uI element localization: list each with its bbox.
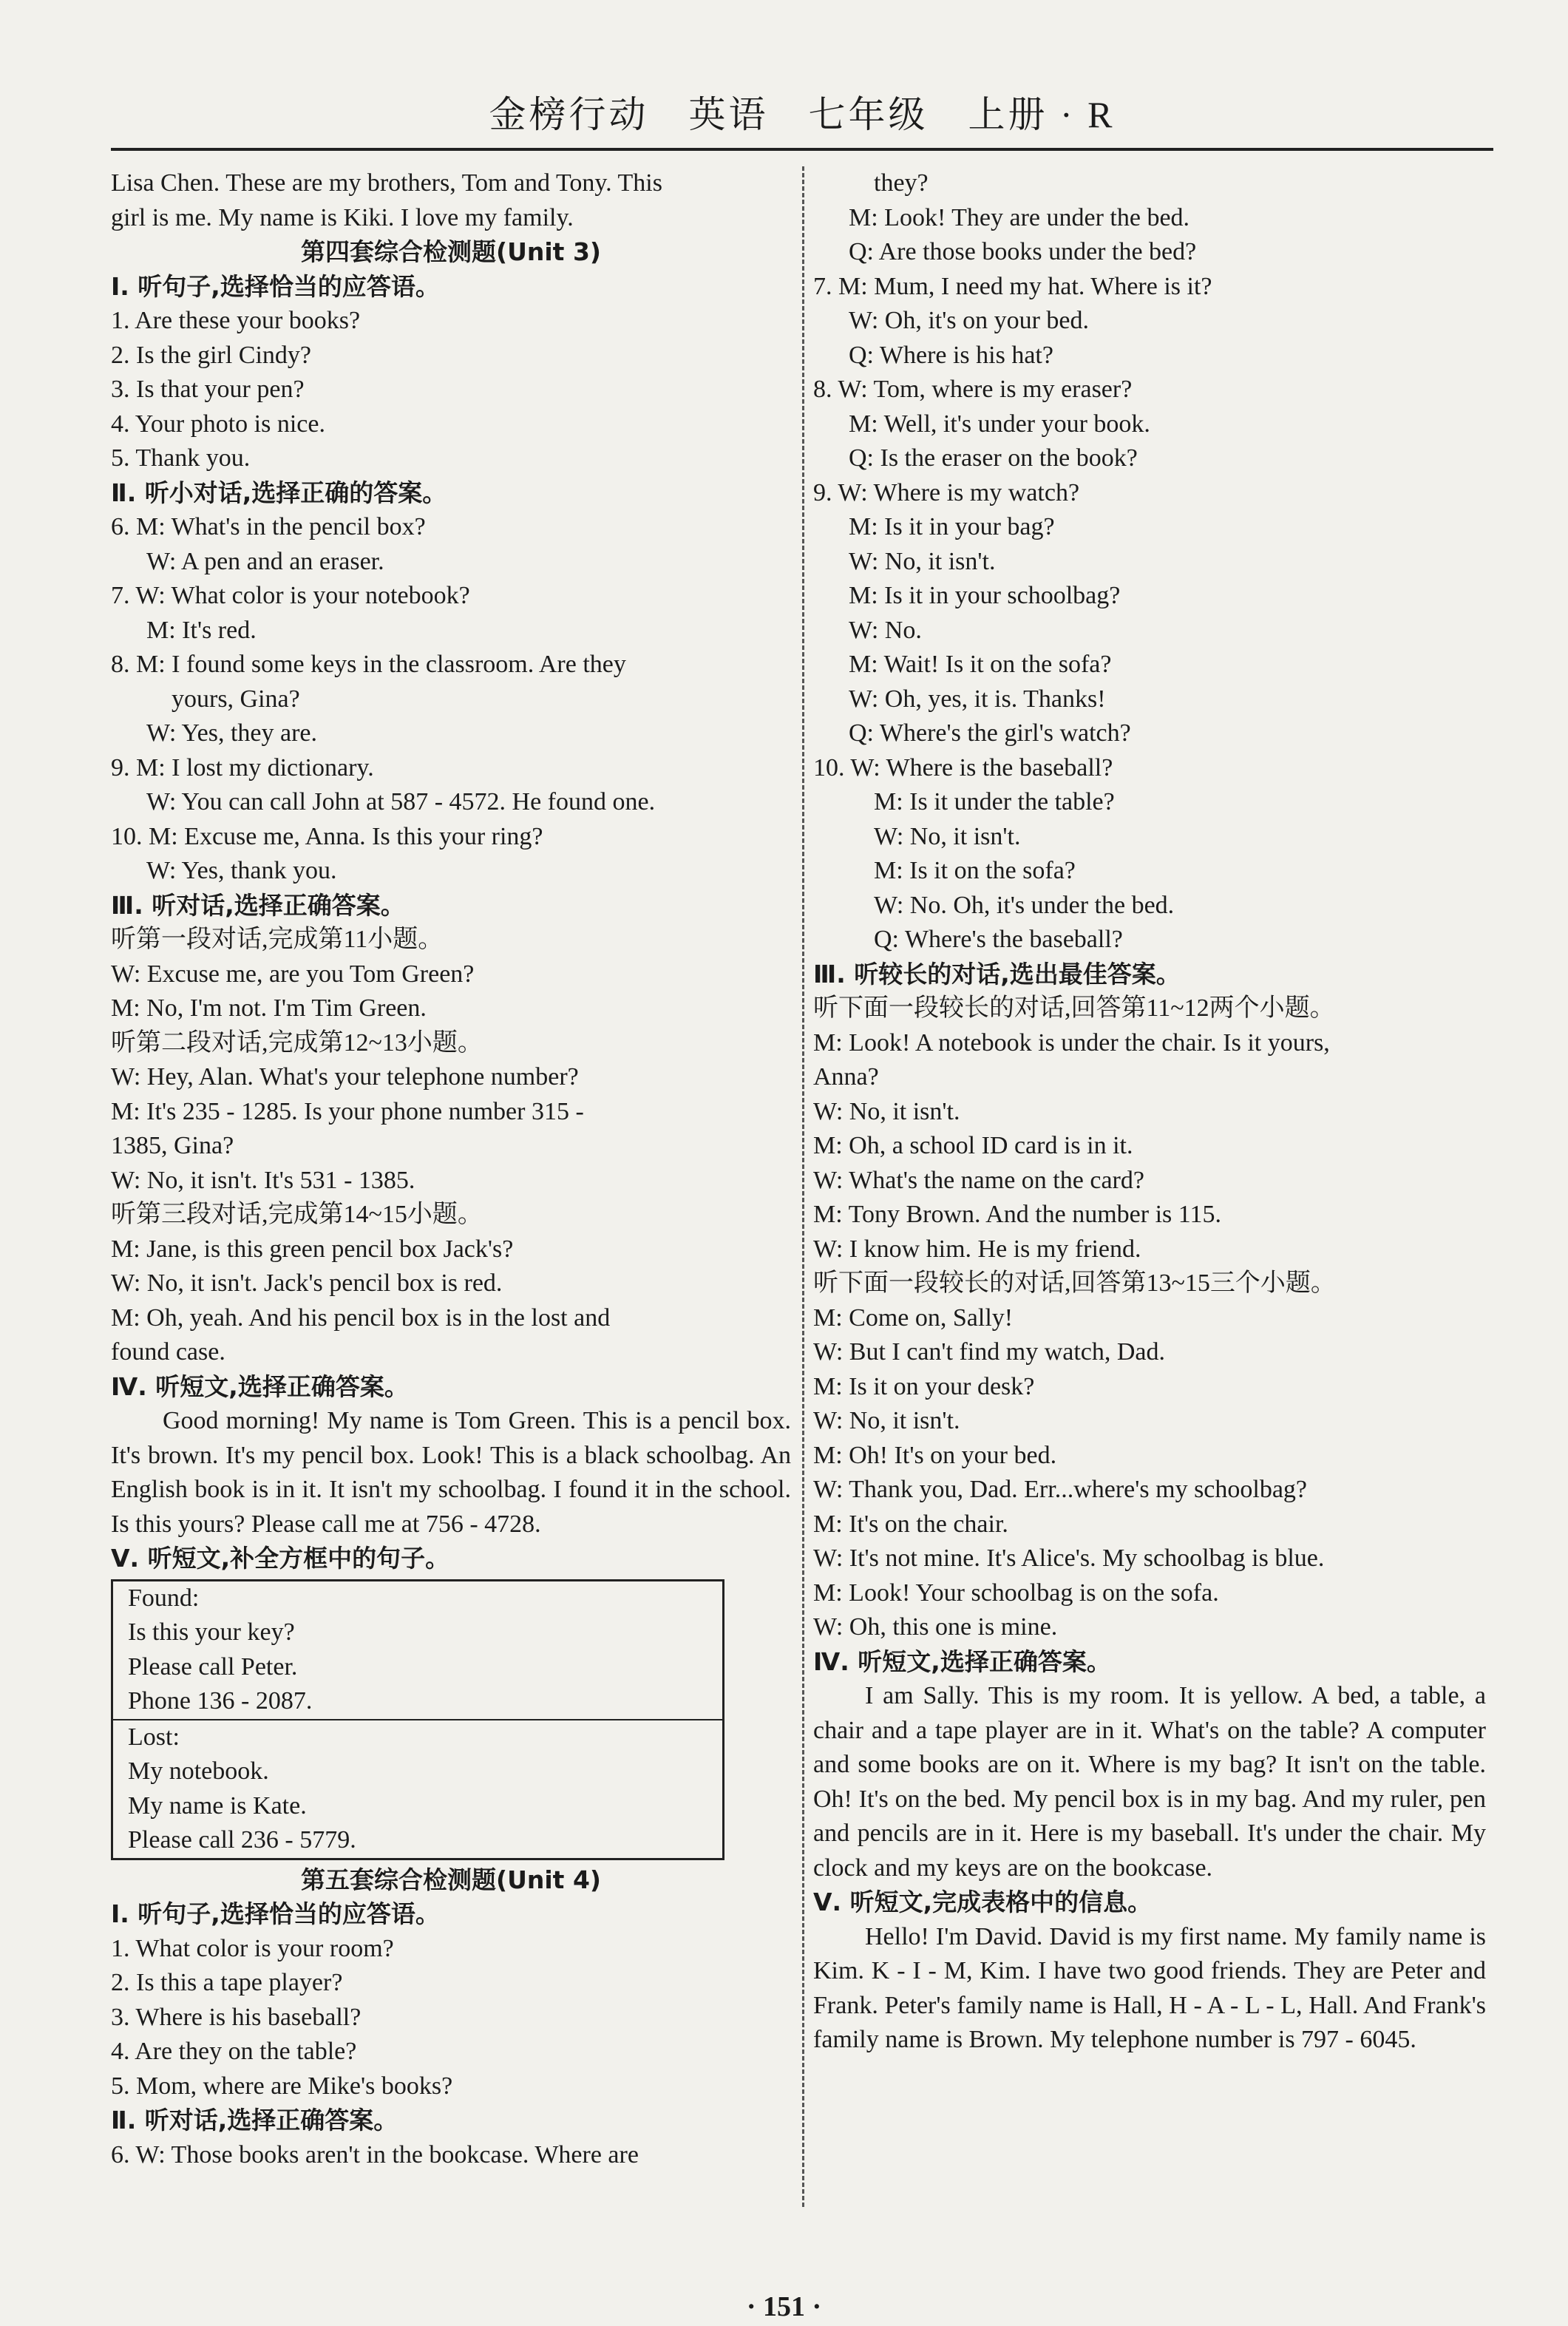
text-line: M: Is it under the table?: [874, 788, 1115, 816]
notice-box: [111, 1579, 724, 1860]
text-line: W: Oh, yes, it is. Thanks!: [849, 685, 1106, 713]
text-line: 4. Are they on the table?: [111, 2038, 357, 2065]
text-line: 7. M: Mum, I need my hat. Where is it?: [813, 272, 1212, 300]
section-heading: Ⅴ. 听短文,完成表格中的信息。: [813, 1888, 1153, 1916]
unit4-title: 第五套综合检测题(Unit 4): [301, 1865, 601, 1894]
text-line: M: Oh, a school ID card is in it.: [813, 1132, 1133, 1159]
text-line: W: Oh, it's on your bed.: [849, 307, 1089, 334]
text-line: W: Excuse me, are you Tom Green?: [111, 960, 475, 988]
text-line: 9. W: Where is my watch?: [813, 478, 1080, 506]
text-line: Please call 236 - 5779.: [128, 1826, 356, 1854]
text-line: W: No, it isn't.: [849, 547, 996, 575]
text-line: M: No, I'm not. I'm Tim Green.: [111, 994, 427, 1022]
dialogue-list: [111, 923, 791, 1370]
text-line: Please call Peter.: [128, 1652, 298, 1681]
passage: Good morning! My name is Tom Green. This is a pencil box. It's brown. It's my pencil box. Look! This is a black schoolbag. An English book is in it. It isn't my schoolbag. I found it in the school. Is this yours? Please call me at 756 - 4728.: [111, 1407, 791, 1538]
section-heading: Ⅱ. 听小对话,选择正确的答案。: [111, 478, 447, 507]
text-line: girl is me. My name is Kiki. I love my family.: [111, 203, 574, 231]
page-header: 金榜行动 英语 七年级 上册 · R: [111, 81, 1493, 151]
section-heading: Ⅴ. 听短文,补全方框中的句子。: [111, 1544, 450, 1573]
right-column: [813, 166, 1486, 2058]
text-line: M: Look! They are under the bed.: [849, 203, 1190, 231]
page-number: · 151 ·: [746, 2291, 822, 2322]
text-line: Q: Where is his hat?: [849, 341, 1053, 369]
text-line: 1. Are these your books?: [111, 307, 361, 334]
text-line: M: Look! A notebook is under the chair. Is it yours,: [813, 1028, 1330, 1057]
text-line: W: A pen and an eraser.: [146, 547, 384, 575]
text-line: 8. W: Tom, where is my eraser?: [813, 376, 1133, 403]
text-line: W: Yes, thank you.: [146, 857, 337, 884]
text-line: W: No, it isn't.: [813, 1097, 960, 1125]
text-line: 6. M: What's in the pencil box?: [111, 513, 426, 540]
section-heading: Ⅱ. 听对话,选择正确答案。: [111, 2106, 398, 2135]
text-line: M: Look! Your schoolbag is on the sofa.: [813, 1579, 1219, 1607]
dialogue-list: [111, 510, 791, 889]
text-line: 听第三段对话,完成第14~15小题。: [111, 1201, 483, 1228]
text-line: M: It's red.: [146, 616, 257, 644]
text-line: 听第二段对话,完成第12~13小题。: [111, 1028, 483, 1057]
text-line: 8. M: I found some keys in the classroom. Are they: [111, 651, 626, 678]
text-line: My name is Kate.: [128, 1791, 307, 1820]
dialogue-list: [813, 991, 1486, 1645]
section-heading: Ⅲ. 听较长的对话,选出最佳答案。: [813, 959, 1181, 989]
section-heading: Ⅳ. 听短文,选择正确答案。: [813, 1647, 1111, 1676]
text-line: W: No, it isn't. Jack's pencil box is red.: [111, 1269, 503, 1297]
text-line: M: Come on, Sally!: [813, 1303, 1014, 1332]
text-line: they?: [874, 169, 929, 197]
text-line: 3. Where is his baseball?: [111, 2003, 362, 2031]
text-line: Anna?: [813, 1063, 879, 1091]
text-line: W: No, it isn't. It's 531 - 1385.: [111, 1166, 415, 1194]
text-line: M: Is it in your bag?: [849, 513, 1055, 540]
text-line: 10. W: Where is the baseball?: [813, 753, 1113, 781]
text-line: W: You can call John at 587 - 4572. He found one.: [146, 788, 656, 816]
text-line: W: No. Oh, it's under the bed.: [874, 891, 1175, 919]
text-line: W: But I can't find my watch, Dad.: [813, 1338, 1166, 1366]
column-divider: [802, 166, 804, 2207]
text-line: 听第一段对话,完成第11小题。: [111, 926, 444, 953]
text-line: M: Tony Brown. And the number is 115.: [813, 1201, 1222, 1228]
text-line: 9. M: I lost my dictionary.: [111, 753, 374, 781]
text-line: Is this your key?: [128, 1618, 295, 1646]
dialogue-list: [813, 166, 1486, 957]
text-line: 2. Is this a tape player?: [111, 1969, 343, 1996]
text-line: W: No, it isn't.: [874, 822, 1021, 850]
text-line: M: Is it on your desk?: [813, 1372, 1035, 1400]
text-line: W: No, it isn't.: [813, 1407, 960, 1434]
text-line: M: It's 235 - 1285. Is your phone number 315 -: [111, 1097, 584, 1125]
section-heading: Ⅰ. 听句子,选择恰当的应答语。: [111, 1899, 440, 1928]
text-line: M: Oh! It's on your bed.: [813, 1441, 1057, 1469]
text-line: W: I know him. He is my friend.: [813, 1235, 1141, 1263]
text-line: M: Jane, is this green pencil box Jack's?: [111, 1235, 514, 1263]
text-line: 1. What color is your room?: [111, 1934, 394, 1962]
text-line: 听下面一段较长的对话,回答第13~15三个小题。: [813, 1269, 1336, 1297]
text-line: W: Yes, they are.: [146, 719, 318, 747]
intro-text: [111, 166, 791, 235]
found-notice: [113, 1581, 722, 1719]
text-line: W: Hey, Alan. What's your telephone number?: [111, 1063, 579, 1091]
text-line: 5. Thank you.: [111, 444, 251, 472]
text-line: M: Well, it's under your book.: [849, 410, 1150, 438]
text-line: Q: Are those books under the bed?: [849, 238, 1197, 265]
text-line: M: It's on the chair.: [813, 1510, 1008, 1538]
question-list: [111, 1932, 791, 2104]
text-line: M: Is it on the sofa?: [874, 857, 1076, 884]
unit3-title: 第四套综合检测题(Unit 3): [301, 237, 601, 266]
text-line: M: Is it in your schoolbag?: [849, 582, 1121, 609]
text-line: 10. M: Excuse me, Anna. Is this your ring?: [111, 822, 543, 850]
text-line: W: Thank you, Dad. Err...where's my schoolbag?: [813, 1476, 1308, 1503]
text-line: Lost:: [128, 1723, 180, 1751]
section-heading: Ⅲ. 听对话,选择正确答案。: [111, 890, 405, 920]
passage: Hello! I'm David. David is my first name. My family name is Kim. K - I - M, Kim. I have two good friends. They are Peter and Frank. Peter's family name is Hall, H - A - L - L, Hall. And Frank's family name is Brown. My telephone number is 797 - 6045.: [813, 1922, 1486, 2053]
passage: I am Sally. This is my room. It is yellow. A bed, a table, a chair and a tape player are in it. What's on the table? A computer and some books are on it. Where is my bag? It isn't on the table. Oh! It's on the bed. My pencil box is in my bag. And my ruler, pen and pencils are in it. Here is my baseball. It's under the chair. My clock and my keys are on the bookcase.: [813, 1682, 1486, 1882]
dialogue-line: 6. W: Those books aren't in the bookcase. Where are: [111, 2140, 639, 2169]
text-line: 5. Mom, where are Mike's books?: [111, 2072, 453, 2100]
text-line: W: No.: [849, 616, 922, 644]
text-line: found case.: [111, 1338, 225, 1366]
text-line: 1385, Gina?: [111, 1132, 234, 1159]
section-heading: Ⅳ. 听短文,选择正确答案。: [111, 1371, 409, 1401]
section-heading: Ⅰ. 听句子,选择恰当的应答语。: [111, 271, 440, 301]
text-line: 听下面一段较长的对话,回答第11~12两个小题。: [813, 994, 1335, 1022]
text-line: M: Wait! Is it on the sofa?: [849, 651, 1112, 678]
question-list: [111, 304, 791, 476]
text-line: W: It's not mine. It's Alice's. My schoolbag is blue.: [813, 1545, 1325, 1572]
text-line: M: Oh, yeah. And his pencil box is in the lost and: [111, 1303, 611, 1332]
text-line: 7. W: What color is your notebook?: [111, 582, 470, 609]
left-column: [111, 166, 791, 2172]
text-line: Lisa Chen. These are my brothers, Tom and Tony. This: [111, 169, 662, 197]
text-line: Q: Is the eraser on the book?: [849, 444, 1138, 472]
text-line: Found:: [128, 1584, 200, 1612]
text-line: yours, Gina?: [172, 685, 300, 713]
text-line: 3. Is that your pen?: [111, 376, 305, 403]
text-line: Phone 136 - 2087.: [128, 1687, 313, 1715]
text-line: 2. Is the girl Cindy?: [111, 341, 312, 369]
text-line: W: What's the name on the card?: [813, 1166, 1144, 1194]
text-line: W: Oh, this one is mine.: [813, 1613, 1058, 1641]
text-line: 4. Your photo is nice.: [111, 410, 325, 438]
text-line: Q: Where's the baseball?: [874, 926, 1123, 953]
lost-notice: [113, 1719, 722, 1858]
text-line: My notebook.: [128, 1757, 269, 1785]
text-line: Q: Where's the girl's watch?: [849, 719, 1131, 747]
